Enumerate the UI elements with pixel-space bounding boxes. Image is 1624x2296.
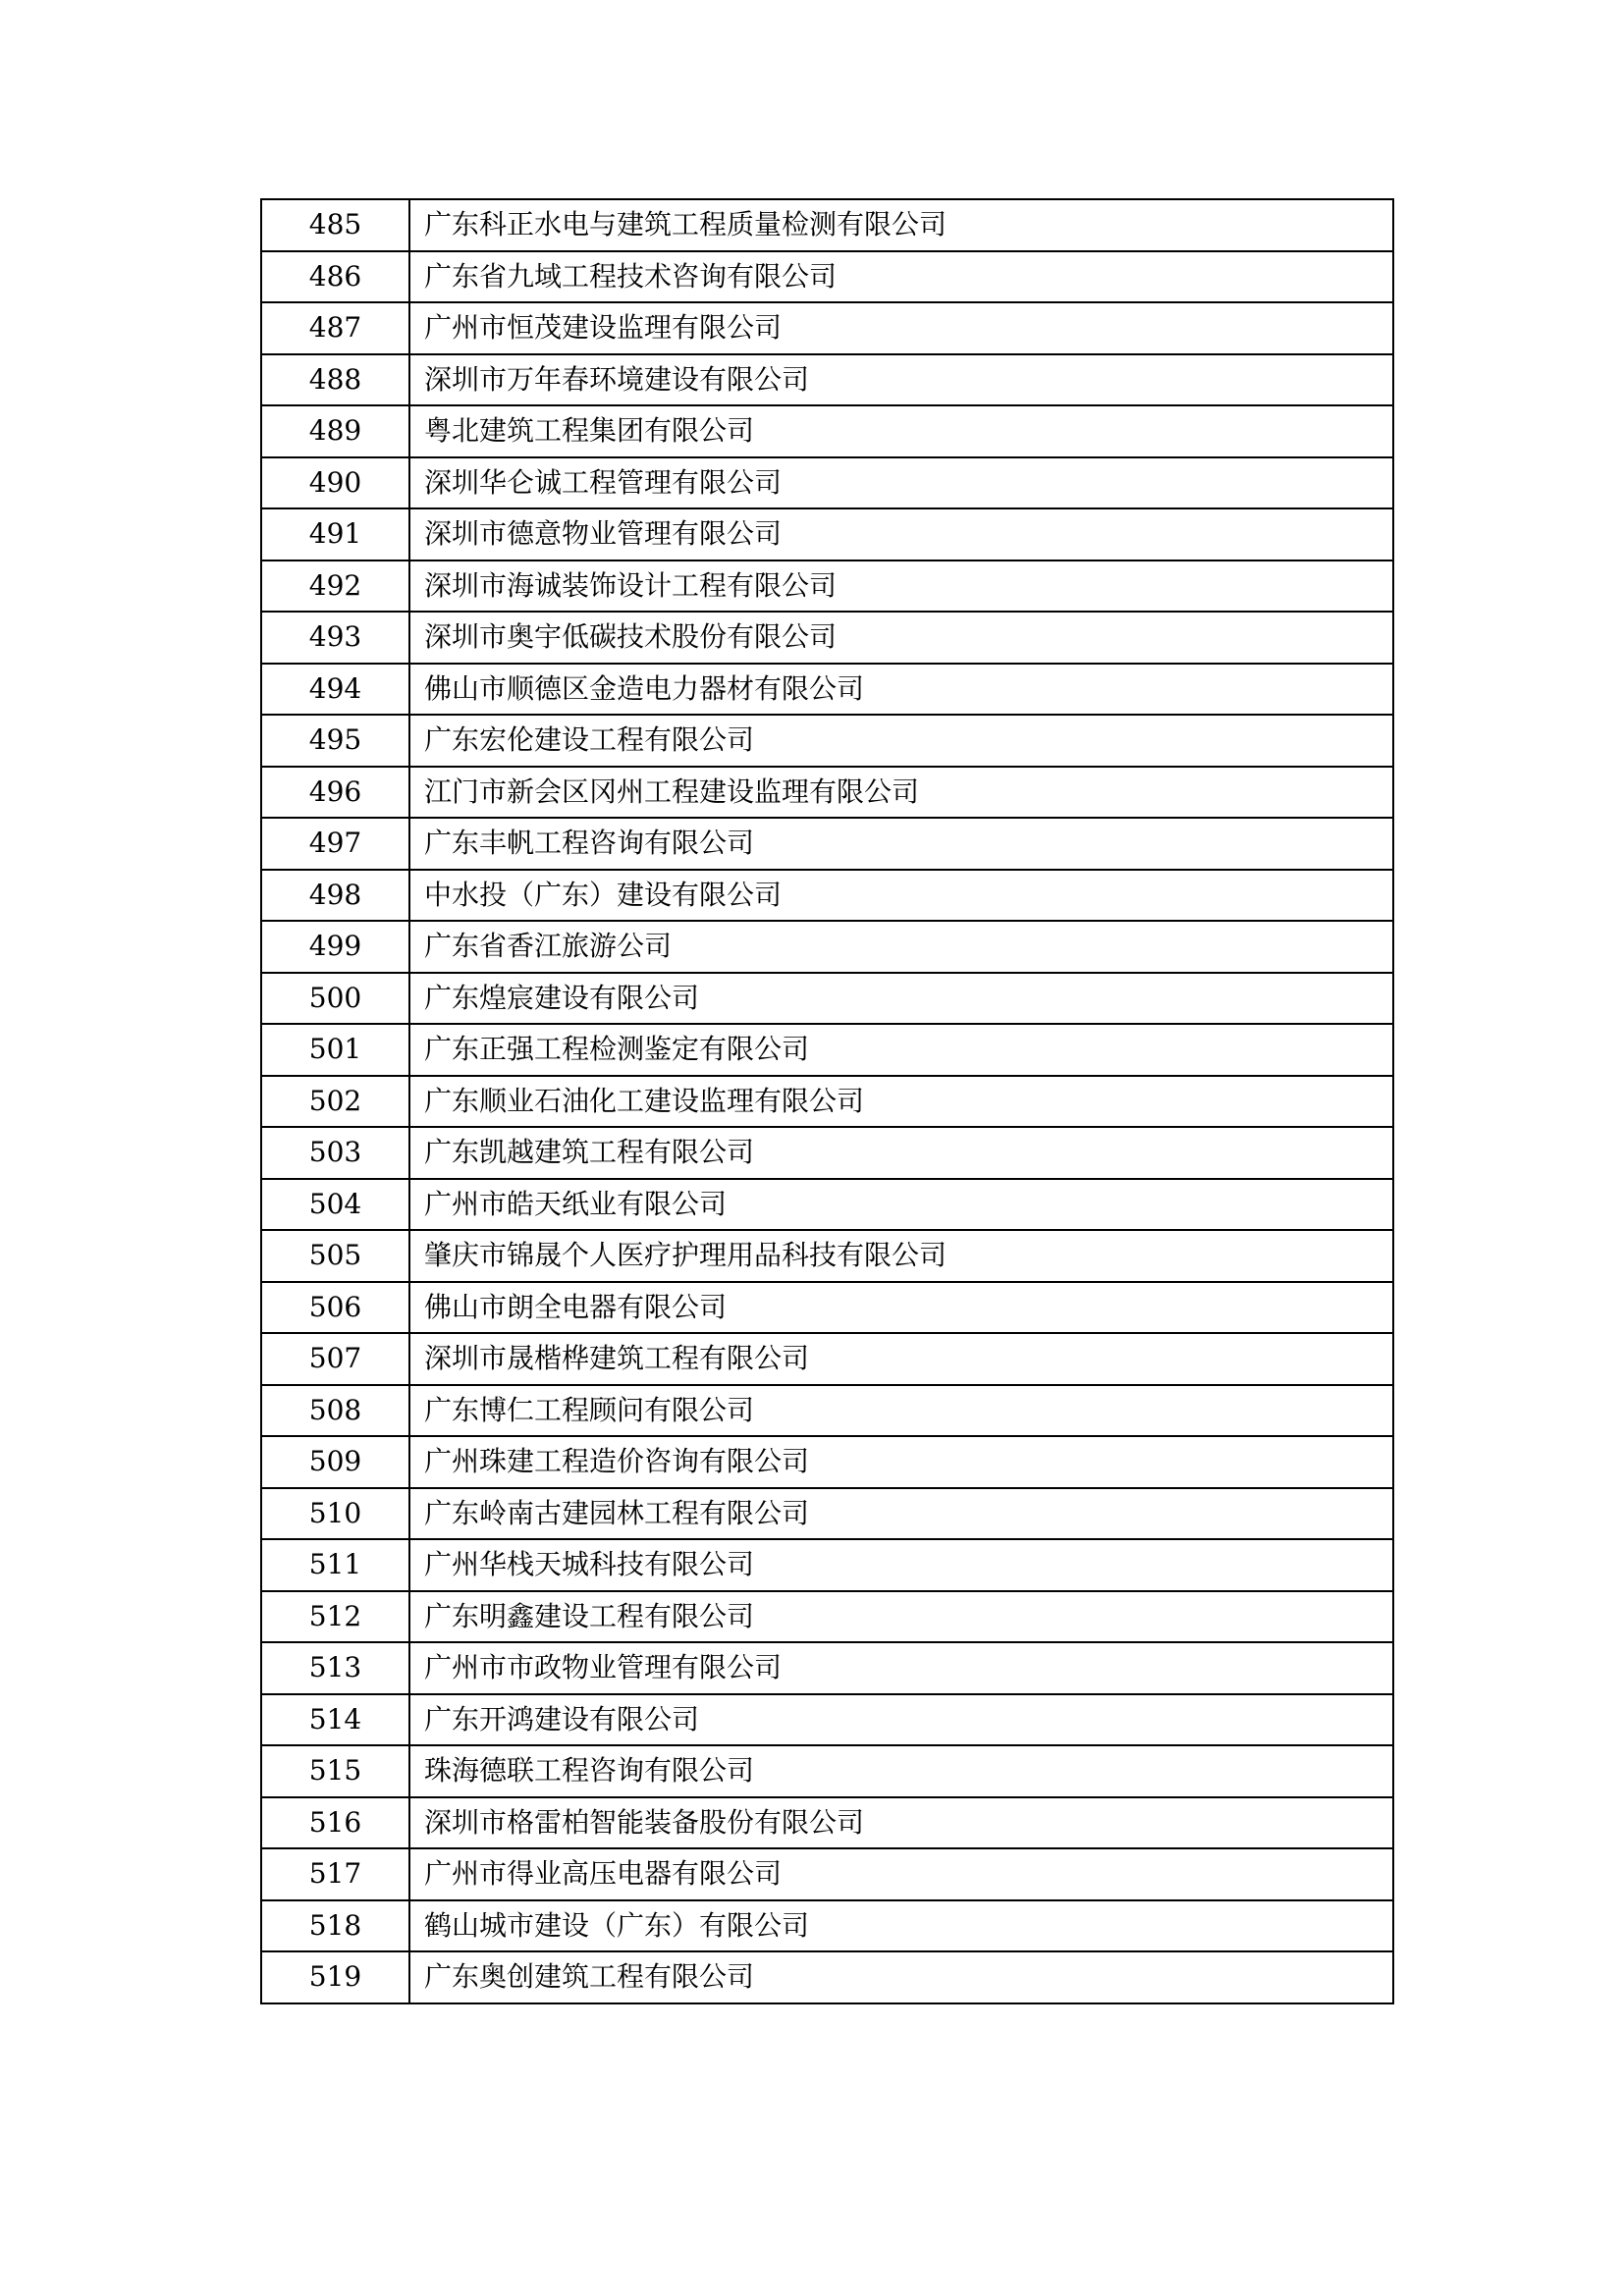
table-row	[261, 508, 1393, 561]
row-index-cell: 514	[261, 1694, 409, 1746]
table-row	[261, 1282, 1393, 1334]
company-name-cell: 深圳市德意物业管理有限公司	[409, 508, 1393, 561]
company-name-cell: 广东省九域工程技术咨询有限公司	[409, 251, 1393, 303]
table-row	[261, 1591, 1393, 1643]
row-index-cell: 503	[261, 1127, 409, 1179]
table-row	[261, 664, 1393, 716]
company-name-cell: 鹤山城市建设（广东）有限公司	[409, 1900, 1393, 1952]
company-name-cell: 广州市市政物业管理有限公司	[409, 1642, 1393, 1694]
row-index-cell: 491	[261, 508, 409, 561]
row-index-cell: 496	[261, 767, 409, 819]
row-index-cell: 504	[261, 1179, 409, 1231]
company-name-cell: 佛山市朗全电器有限公司	[409, 1282, 1393, 1334]
company-name-cell: 深圳市格雷柏智能装备股份有限公司	[409, 1797, 1393, 1849]
table-row	[261, 1642, 1393, 1694]
table-row	[261, 1230, 1393, 1282]
row-index-cell: 513	[261, 1642, 409, 1694]
table-row	[261, 1797, 1393, 1849]
company-name-cell: 广东煌宸建设有限公司	[409, 973, 1393, 1025]
row-index-cell: 487	[261, 302, 409, 354]
company-name-cell: 广州市皓天纸业有限公司	[409, 1179, 1393, 1231]
table-row	[261, 302, 1393, 354]
table-row	[261, 767, 1393, 819]
company-name-cell: 广东丰帆工程咨询有限公司	[409, 818, 1393, 870]
company-name-cell: 广东宏伦建设工程有限公司	[409, 715, 1393, 767]
company-name-cell: 肇庆市锦晟个人医疗护理用品科技有限公司	[409, 1230, 1393, 1282]
table-row	[261, 921, 1393, 973]
company-name-cell: 深圳市万年春环境建设有限公司	[409, 354, 1393, 406]
table-row	[261, 1024, 1393, 1076]
row-index-cell: 516	[261, 1797, 409, 1849]
table-row	[261, 457, 1393, 509]
company-name-cell: 广州市恒茂建设监理有限公司	[409, 302, 1393, 354]
row-index-cell: 494	[261, 664, 409, 716]
table-row	[261, 870, 1393, 922]
row-index-cell: 507	[261, 1333, 409, 1385]
table-body	[261, 199, 1393, 2003]
row-index-cell: 493	[261, 612, 409, 664]
company-name-cell: 广东顺业石油化工建设监理有限公司	[409, 1076, 1393, 1128]
row-index-cell: 517	[261, 1848, 409, 1900]
row-index-cell: 495	[261, 715, 409, 767]
table-row	[261, 1436, 1393, 1488]
table-row	[261, 818, 1393, 870]
row-index-cell: 509	[261, 1436, 409, 1488]
company-name-cell: 中水投（广东）建设有限公司	[409, 870, 1393, 922]
row-index-cell: 499	[261, 921, 409, 973]
row-index-cell: 518	[261, 1900, 409, 1952]
table-row	[261, 1848, 1393, 1900]
company-name-cell: 深圳市奥宇低碳技术股份有限公司	[409, 612, 1393, 664]
row-index-cell: 492	[261, 561, 409, 613]
row-index-cell: 501	[261, 1024, 409, 1076]
row-index-cell: 500	[261, 973, 409, 1025]
table-row	[261, 1333, 1393, 1385]
row-index-cell: 506	[261, 1282, 409, 1334]
row-index-cell: 510	[261, 1488, 409, 1540]
company-name-cell: 广东开鸿建设有限公司	[409, 1694, 1393, 1746]
company-name-cell: 粤北建筑工程集团有限公司	[409, 405, 1393, 457]
row-index-cell: 485	[261, 199, 409, 251]
table-row	[261, 1076, 1393, 1128]
company-name-cell: 广东正强工程检测鉴定有限公司	[409, 1024, 1393, 1076]
row-index-cell: 486	[261, 251, 409, 303]
company-name-cell: 江门市新会区冈州工程建设监理有限公司	[409, 767, 1393, 819]
table-row	[261, 1951, 1393, 2003]
company-name-cell: 深圳市晟楷桦建筑工程有限公司	[409, 1333, 1393, 1385]
company-name-cell: 珠海德联工程咨询有限公司	[409, 1745, 1393, 1797]
table-row	[261, 612, 1393, 664]
company-name-cell: 广东省香江旅游公司	[409, 921, 1393, 973]
company-name-cell: 广东明鑫建设工程有限公司	[409, 1591, 1393, 1643]
row-index-cell: 511	[261, 1539, 409, 1591]
table-row	[261, 1539, 1393, 1591]
company-name-cell: 广东博仁工程顾问有限公司	[409, 1385, 1393, 1437]
row-index-cell: 505	[261, 1230, 409, 1282]
row-index-cell: 488	[261, 354, 409, 406]
company-list-table	[260, 198, 1394, 2004]
company-name-cell: 广东岭南古建园林工程有限公司	[409, 1488, 1393, 1540]
table-row	[261, 199, 1393, 251]
table-row	[261, 354, 1393, 406]
company-name-cell: 广东科正水电与建筑工程质量检测有限公司	[409, 199, 1393, 251]
row-index-cell: 502	[261, 1076, 409, 1128]
row-index-cell: 519	[261, 1951, 409, 2003]
row-index-cell: 497	[261, 818, 409, 870]
table-row	[261, 561, 1393, 613]
company-name-cell: 深圳华仑诚工程管理有限公司	[409, 457, 1393, 509]
company-name-cell: 广州市得业高压电器有限公司	[409, 1848, 1393, 1900]
table-row	[261, 1900, 1393, 1952]
table-row	[261, 715, 1393, 767]
company-name-cell: 广东奥创建筑工程有限公司	[409, 1951, 1393, 2003]
table-row	[261, 973, 1393, 1025]
company-name-cell: 广州华栈天城科技有限公司	[409, 1539, 1393, 1591]
table-row	[261, 1385, 1393, 1437]
table-row	[261, 405, 1393, 457]
table-row	[261, 1179, 1393, 1231]
table-row	[261, 1127, 1393, 1179]
row-index-cell: 489	[261, 405, 409, 457]
row-index-cell: 515	[261, 1745, 409, 1797]
company-name-cell: 广东凯越建筑工程有限公司	[409, 1127, 1393, 1179]
company-name-cell: 深圳市海诚装饰设计工程有限公司	[409, 561, 1393, 613]
table-row	[261, 1745, 1393, 1797]
row-index-cell: 508	[261, 1385, 409, 1437]
table-row	[261, 1488, 1393, 1540]
row-index-cell: 512	[261, 1591, 409, 1643]
table-row	[261, 251, 1393, 303]
row-index-cell: 498	[261, 870, 409, 922]
company-name-cell: 广州珠建工程造价咨询有限公司	[409, 1436, 1393, 1488]
row-index-cell: 490	[261, 457, 409, 509]
table-row	[261, 1694, 1393, 1746]
company-name-cell: 佛山市顺德区金造电力器材有限公司	[409, 664, 1393, 716]
